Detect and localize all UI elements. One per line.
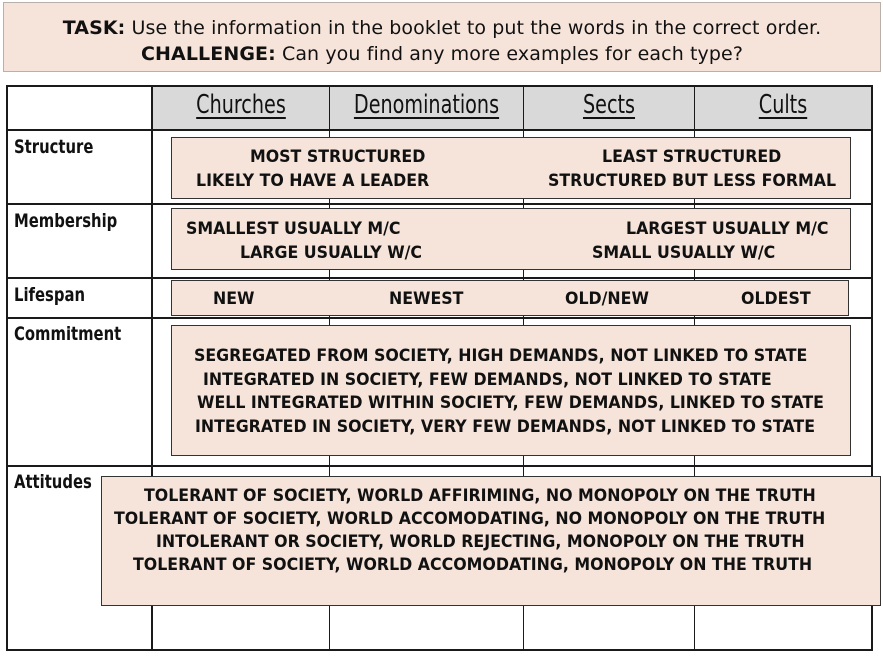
lifespan-new: NEW bbox=[213, 289, 255, 309]
commitment-line-4: INTEGRATED IN SOCIETY, VERY FEW DEMANDS, NOT LINKED TO STATE bbox=[195, 417, 816, 437]
attitudes-card[interactable] bbox=[101, 476, 881, 606]
attitudes-line-4: TOLERANT OF SOCIETY, WORLD ACCOMODATING, MONOPOLY ON THE TRUTH bbox=[133, 555, 813, 575]
membership-card[interactable] bbox=[171, 208, 851, 270]
row-label-lifespan: Lifespan bbox=[14, 284, 86, 306]
structure-less-formal: STRUCTURED BUT LESS FORMAL bbox=[548, 171, 837, 191]
structure-likely-leader: LIKELY TO HAVE A LEADER bbox=[196, 171, 430, 191]
structure-card[interactable] bbox=[171, 137, 851, 199]
column-header-cults: Cults bbox=[758, 90, 808, 120]
attitudes-line-2: TOLERANT OF SOCIETY, WORLD ACCOMODATING, NO MONOPOLY ON THE TRUTH bbox=[114, 509, 826, 529]
task-text: Use the information in the booklet to put the words in the correct order. bbox=[125, 17, 822, 39]
column-header-sects: Sects bbox=[582, 90, 636, 120]
challenge-text: Can you find any more examples for each type? bbox=[275, 43, 743, 65]
attitudes-line-1: TOLERANT OF SOCIETY, WORLD AFFIRIMING, NO MONOPOLY ON THE TRUTH bbox=[144, 486, 816, 506]
row-label-structure: Structure bbox=[14, 136, 94, 158]
structure-least-structured: LEAST STRUCTURED bbox=[602, 147, 782, 167]
commitment-line-1: SEGREGATED FROM SOCIETY, HIGH DEMANDS, NOT LINKED TO STATE bbox=[194, 346, 808, 366]
challenge-keyword: CHALLENGE: bbox=[140, 43, 276, 65]
structure-most-structured: MOST STRUCTURED bbox=[250, 147, 426, 167]
membership-large: LARGE USUALLY W/C bbox=[240, 243, 423, 263]
lifespan-card[interactable] bbox=[171, 280, 849, 316]
task-keyword: TASK: bbox=[62, 17, 126, 39]
lifespan-oldest: OLDEST bbox=[741, 289, 811, 309]
lifespan-newest: NEWEST bbox=[389, 289, 464, 309]
row-label-attitudes: Attitudes bbox=[14, 471, 92, 493]
commitment-line-2: INTEGRATED IN SOCIETY, FEW DEMANDS, NOT LINKED TO STATE bbox=[203, 370, 772, 390]
commitment-line-3: WELL INTEGRATED WITHIN SOCIETY, FEW DEMANDS, LINKED TO STATE bbox=[197, 393, 824, 413]
lifespan-old-new: OLD/NEW bbox=[565, 289, 649, 309]
row-label-commitment: Commitment bbox=[14, 323, 122, 345]
column-header-denominations: Denominations bbox=[353, 90, 500, 120]
attitudes-line-3: INTOLERANT OR SOCIETY, WORLD REJECTING, MONOPOLY ON THE TRUTH bbox=[156, 532, 805, 552]
commitment-card[interactable] bbox=[171, 325, 851, 456]
membership-small: SMALL USUALLY W/C bbox=[592, 243, 776, 263]
row-label-membership: Membership bbox=[14, 210, 118, 232]
column-header-churches: Churches bbox=[196, 90, 286, 120]
membership-largest: LARGEST USUALLY M/C bbox=[626, 219, 829, 239]
membership-smallest: SMALLEST USUALLY M/C bbox=[186, 219, 401, 239]
